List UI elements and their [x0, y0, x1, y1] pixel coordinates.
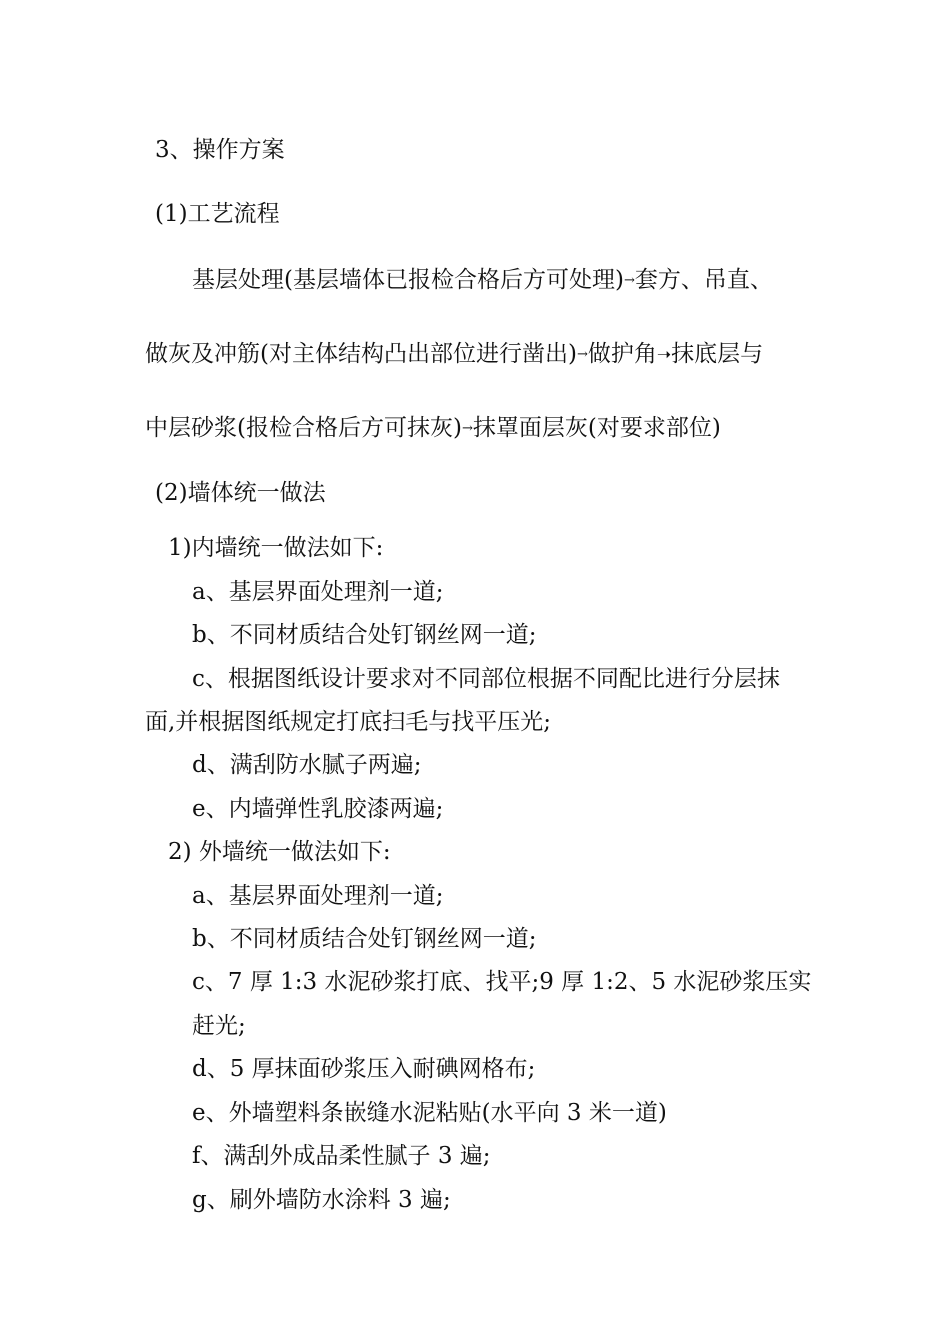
interior-item: b、不同材质结合处钉钢丝网一道;: [192, 622, 537, 648]
exterior-item-continued: 赶光;: [192, 1013, 246, 1039]
exterior-item: d、5 厚抹面砂浆压入耐碘网格布;: [192, 1056, 536, 1082]
flow-text: 中层砂浆(报检合格后方可抹灰): [145, 415, 462, 441]
interior-item-continued: 面,并根据图纸规定打底扫毛与找平压光;: [145, 709, 552, 735]
exterior-item: b、不同材质结合处钉钢丝网一道;: [192, 926, 537, 952]
exterior-item: e、外墙塑料条嵌缝水泥粘贴(水平向 3 米一道): [192, 1100, 667, 1126]
exterior-item: a、基层界面处理剂一道;: [192, 883, 444, 909]
section-title: 3、操作方案: [155, 137, 285, 163]
flow-text: 基层处理(基层墙体已报检合格后方可处理): [192, 267, 624, 293]
flow-line-1: [192, 265, 773, 296]
subsection-title-walls: (2)墙体统一做法: [155, 480, 326, 506]
flow-text: 做护角: [587, 341, 657, 367]
exterior-item: c、7 厚 1:3 水泥砂浆打底、找平;9 厚 1:2、5 水泥砂浆压实: [192, 969, 812, 995]
flow-line-3: [145, 413, 721, 444]
interior-item: a、基层界面处理剂一道;: [192, 579, 444, 605]
flow-text: 抹罩面层灰(对要求部位): [472, 415, 721, 441]
flow-text: 套方、吊直、: [634, 267, 773, 293]
flow-text: 做灰及冲筋(对主体结构凸出部位进行凿出): [145, 341, 577, 367]
exterior-title: 2) 外墙统一做法如下:: [168, 839, 391, 865]
flow-line-2: [145, 339, 763, 370]
arrow-icon: →: [623, 273, 635, 288]
interior-item: c、根据图纸设计要求对不同部位根据不同配比进行分层抹: [192, 666, 780, 692]
interior-item: d、满刮防水腻子两遍;: [192, 752, 422, 778]
arrow-icon: →: [461, 421, 473, 436]
interior-item: e、内墙弹性乳胶漆两遍;: [192, 796, 444, 822]
interior-title: 1)内墙统一做法如下:: [168, 535, 384, 561]
arrow-icon: →: [576, 347, 588, 362]
subsection-title-process: (1)工艺流程: [155, 201, 280, 227]
exterior-item: g、刷外墙防水涂料 3 遍;: [192, 1187, 451, 1213]
arrow-icon: ➝: [656, 345, 672, 365]
exterior-item: f、满刮外成品柔性腻子 3 遍;: [192, 1143, 491, 1169]
flow-text: 抹底层与: [671, 341, 764, 367]
